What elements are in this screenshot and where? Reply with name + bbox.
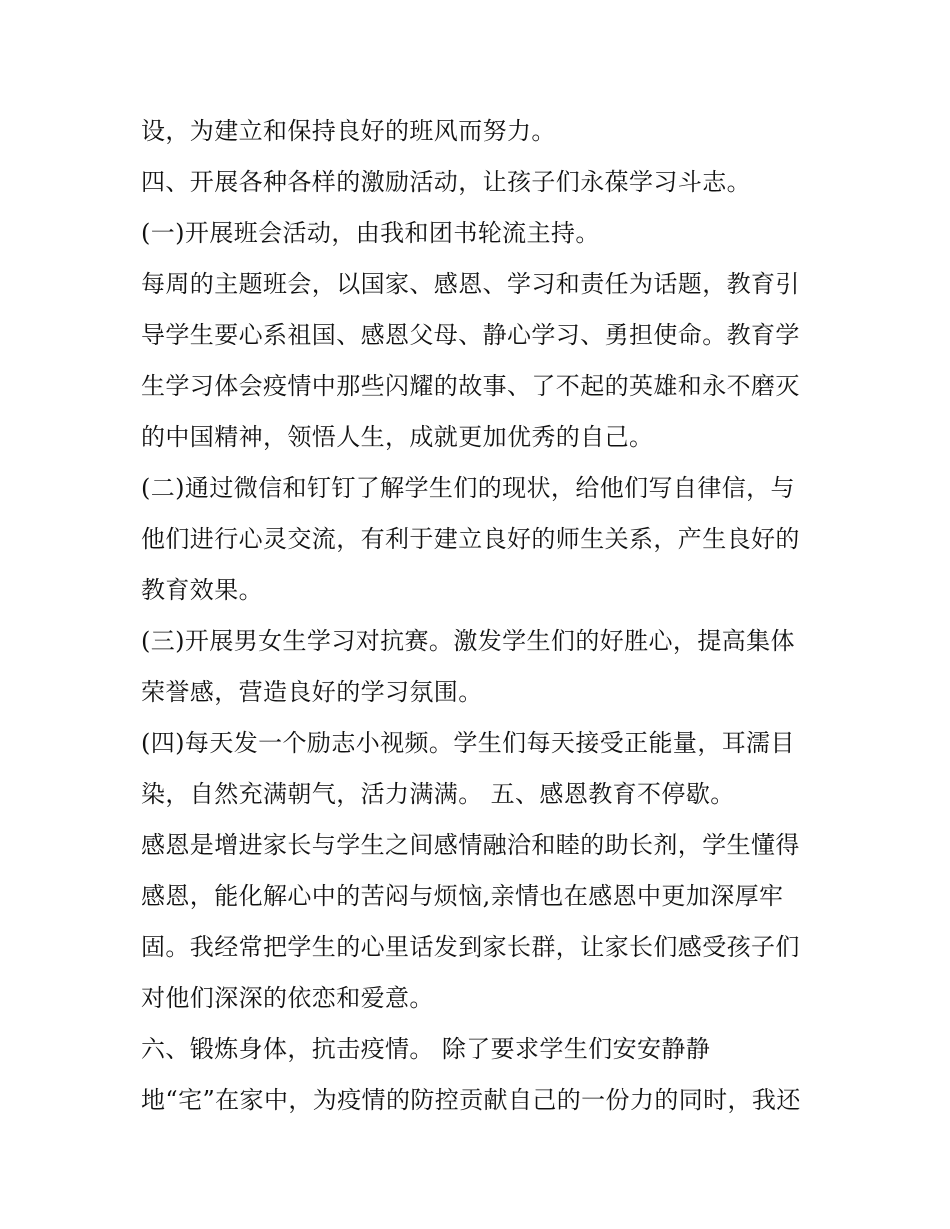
- subsection-heading: (一)开展班会活动，由我和团书轮流主持。: [141, 219, 600, 247]
- text-line: 地“宅”在家中，为疫情的防控贡献自己的一份力的同时，我还: [141, 1086, 801, 1114]
- text-line: 设，为建立和保持良好的班风而努力。: [141, 117, 556, 145]
- section-heading: 六、锻炼身体，抗击疫情。 除了要求学生们安安静静: [141, 1035, 711, 1063]
- subsection-paragraph: (四)每天发一个励志小视频。学生们每天接受正能量，耳濡目: [141, 729, 795, 757]
- text-line: 每周的主题班会，以国家、感恩、学习和责任为话题，教育引: [141, 270, 800, 298]
- text-line: 固。我经常把学生的心里话发到家长群，让家长们感受孩子们: [141, 933, 800, 961]
- text-line: 感恩，能化解心中的苦闷与烦恼,亲情也在感恩中更加深厚牢: [141, 882, 784, 910]
- text-line: 他们进行心灵交流，有利于建立良好的师生关系，产生良好的: [141, 525, 800, 553]
- text-line: 生学习体会疫情中那些闪耀的故事、了不起的英雄和永不磨灭: [141, 372, 800, 400]
- subsection-paragraph: (二)通过微信和钉钉了解学生们的现状，给他们写自律信，与: [141, 474, 795, 502]
- body-text: [141, 106, 821, 1126]
- text-line: 感恩是增进家长与学生之间感情融洽和睦的助长剂，学生懂得: [141, 831, 800, 859]
- text-line: 的中国精神，领悟人生，成就更加优秀的自己。: [141, 423, 654, 451]
- text-line: 染，自然充满朝气，活力满满。 五、感恩教育不停歇。: [141, 780, 735, 808]
- text-line: 对他们深深的依恋和爱意。: [141, 984, 434, 1012]
- text-line: 荣誉感，营造良好的学习氛围。: [141, 678, 483, 706]
- subsection-paragraph: (三)开展男女生学习对抗赛。激发学生们的好胜心，提高集体: [141, 627, 795, 655]
- text-line: 教育效果。: [141, 576, 263, 604]
- section-heading: 四、开展各种各样的激励活动，让孩子们永葆学习斗志。: [141, 168, 751, 196]
- text-line: 导学生要心系祖国、感恩父母、静心学习、勇担使命。教育学: [141, 321, 800, 349]
